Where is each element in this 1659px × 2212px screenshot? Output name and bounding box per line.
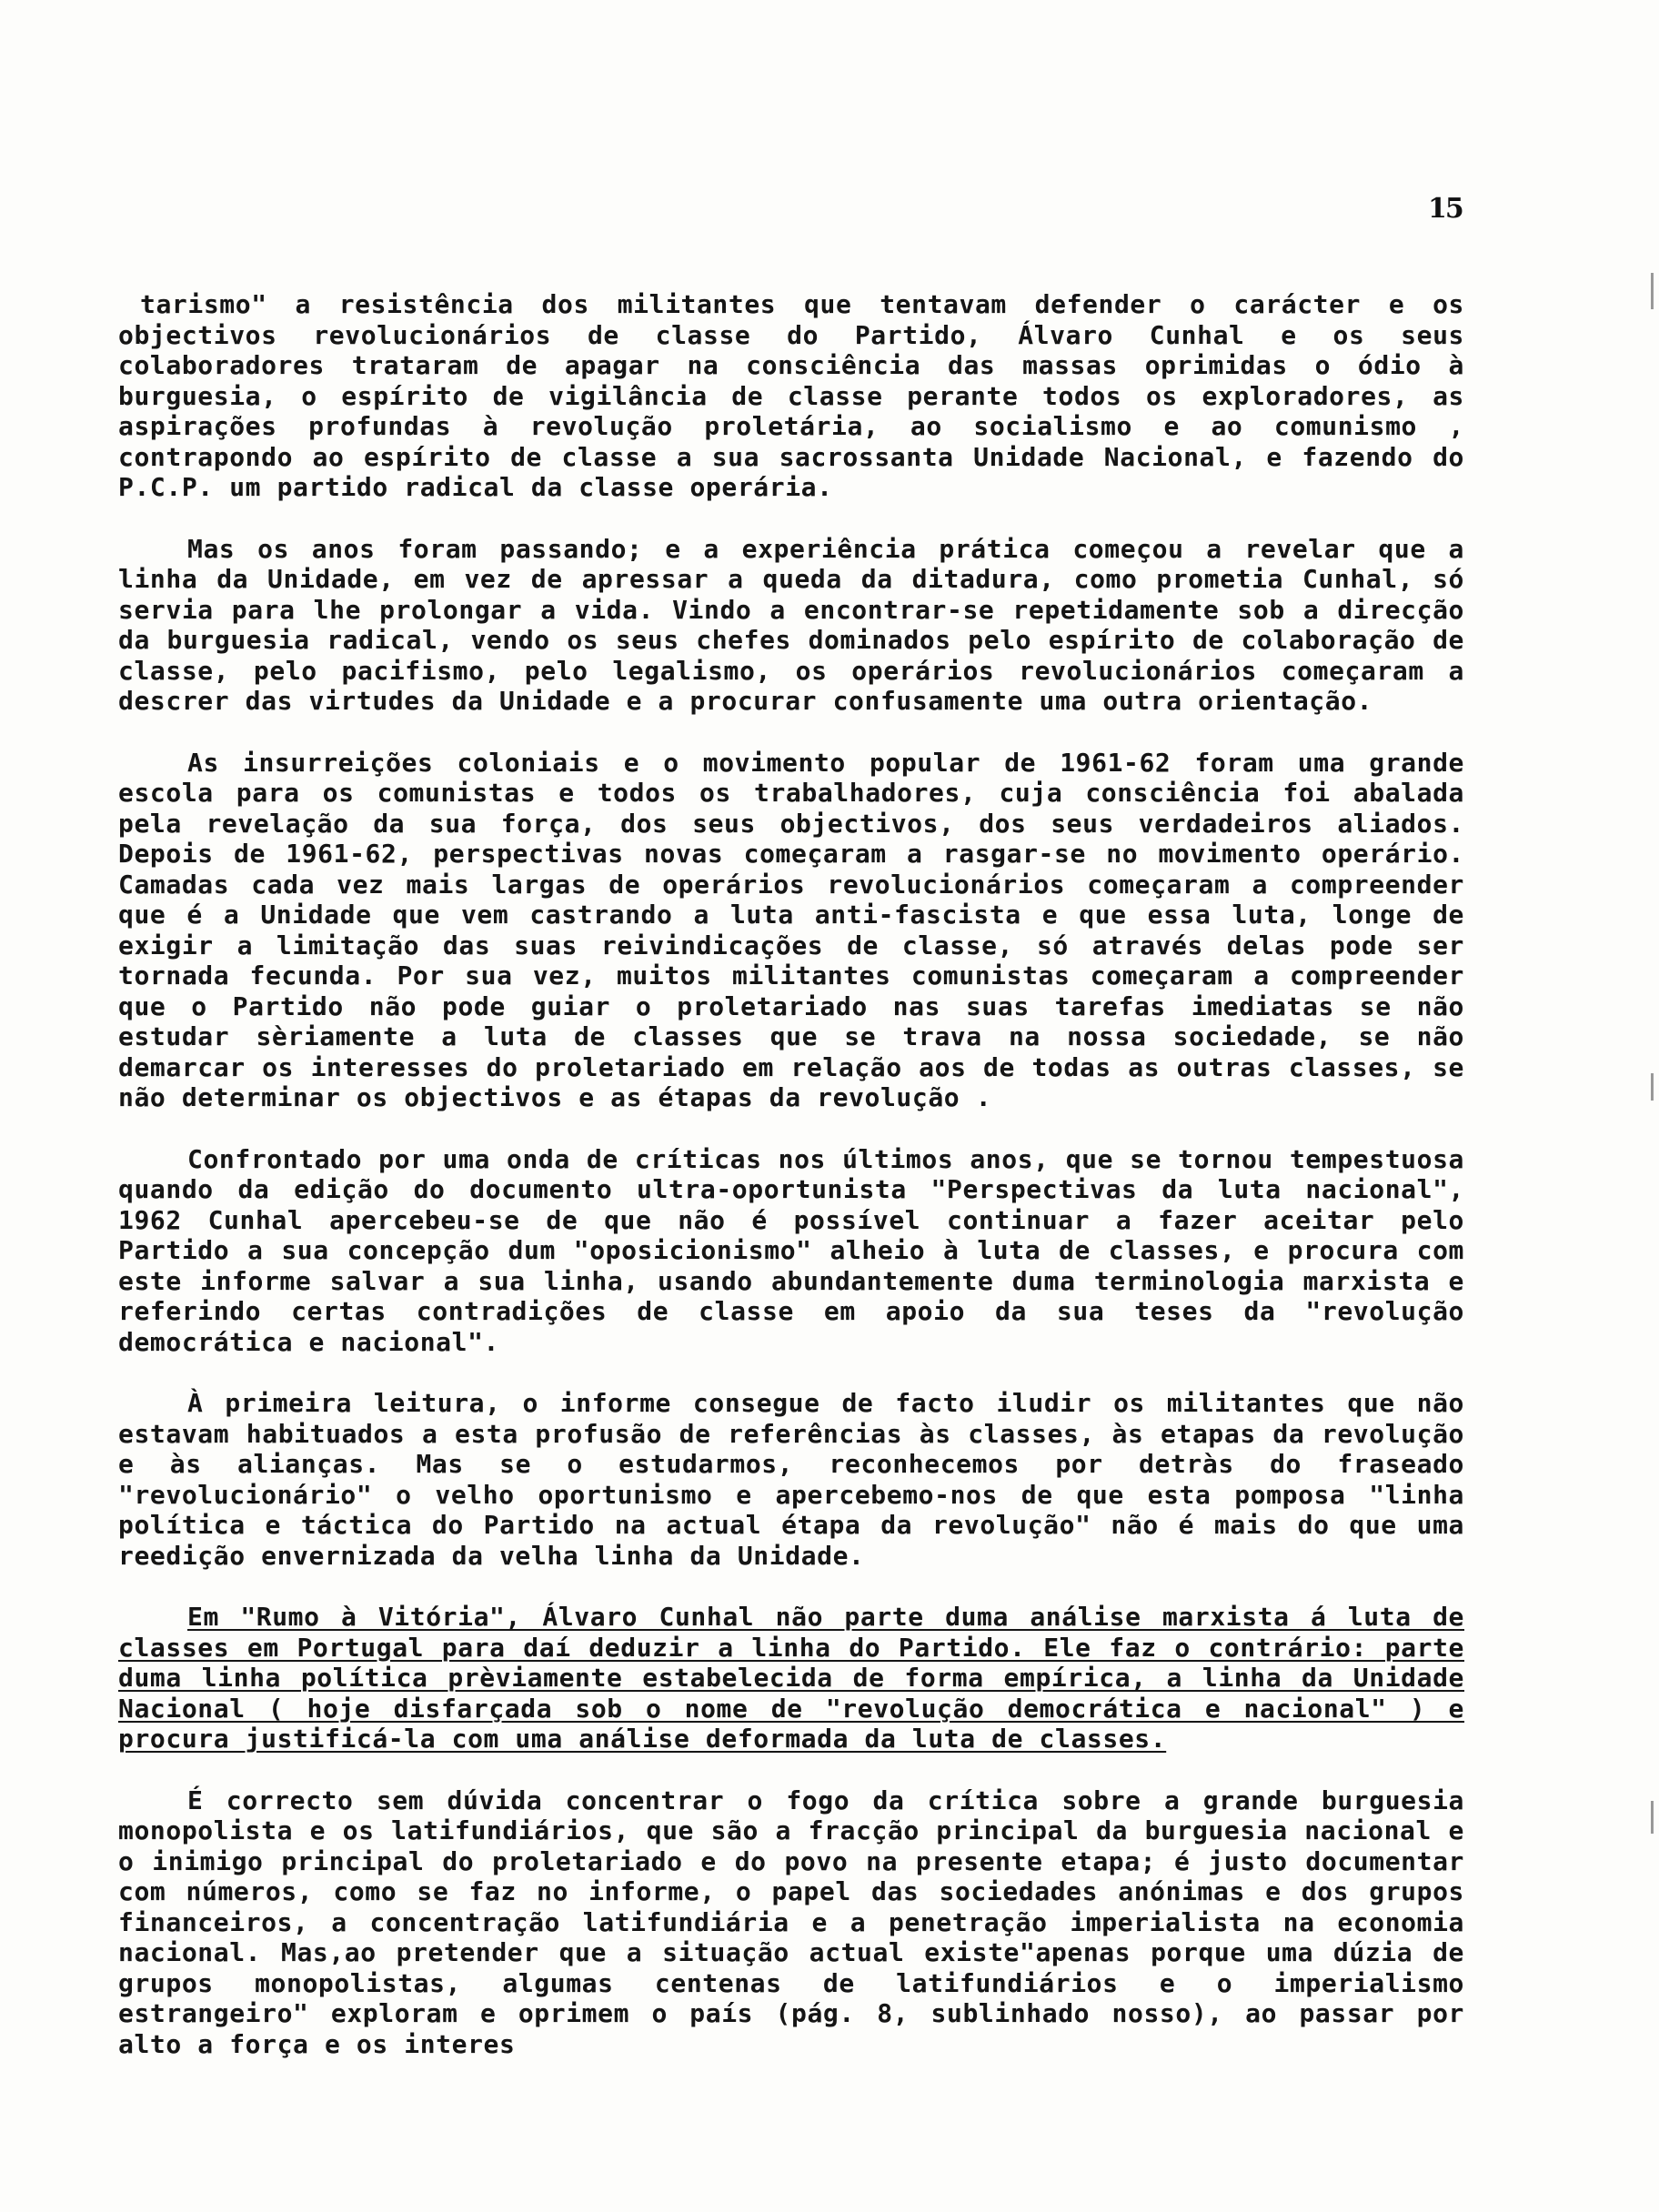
paragraph-1: tarismo" a resistência dos militantes que tentavam defender o carácter e os objectivos revolucionários de classe do Partido, Álvaro Cunhal e os seus colaboradores trataram de apagar na consciência das massas oprimidas o ódio à burguesia, o espírito de vigilância de classe perante todos os exploradores, as aspirações profundas à revolução proletária, ao socialismo e ao comunismo , contrapondo ao espírito de classe a sua sacrossanta Unidade Nacional, e fazendo do P.C.P. um partido radical da classe operária.: [118, 289, 1464, 502]
scan-edge-mark: [1651, 273, 1654, 309]
paragraph-2: Mas os anos foram passando; e a experiência prática começou a revelar que a linha da Unidade, em vez de apressar a queda da ditadura, como prometia Cunhal, só servia para lhe prolongar a vida. Vindo a encontrar-se repetidamente sob a direcção da burguesia radical, vendo os seus chefes dominados pelo espírito de colaboração de classe, pelo pacifismo, pelo legalismo, os operários revolucionários começaram a descrer das virtudes da Unidade e a procurar confusamente uma outra orientação.: [118, 533, 1464, 716]
paragraph-6-underlined: Em "Rumo à Vitória", Álvaro Cunhal não parte duma análise marxista á luta de classes em Portugal para daí deduzir a linha do Partido. Ele faz o contrário: parte duma linha política prèviamente estabelecida de forma empírica, a linha da Unidade Nacional ( hoje disfarçada sob o nome de "revolução democrática e nacional" ) e procura justificá-la com uma análise deformada da luta de classes.: [118, 1602, 1464, 1754]
paragraph-3: As insurreições coloniais e o movimento popular de 1961-62 foram uma grande escola para os comunistas e todos os trabalhadores, cuja consciência foi abalada pela revelação da sua força, dos seus objectivos, dos seus verdadeiros aliados. Depois de 1961-62, perspectivas novas começaram a rasgar-se no movimento operário. Camadas cada vez mais largas de operários revolucionários começaram a compreender que é a Unidade que vem castrando a luta anti-fascista e que essa luta, longe de exigir a limitação das suas reivindicações de classe, só através delas pode ser tornada fecunda. Por sua vez, muitos militantes comunistas começaram a compreender que o Partido não pode guiar o proletariado nas suas tarefas imediatas se não estudar sèriamente a luta de classes que se trava na nossa sociedade, se não demarcar os interesses do proletariado em relação aos de todas as outras classes, se não determinar os objectivos e as étapas da revolução .: [118, 747, 1464, 1112]
paragraph-5: À primeira leitura, o informe consegue de facto iludir os militantes que não estavam habituados a esta profusão de referências às classes, às etapas da revolução e às alianças. Mas se o estudarmos, reconhecemos por detràs do fraseado "revolucionário" o velho oportunismo e apercebemo-nos de que esta pomposa "linha política e táctica do Partido na actual étapa da revolução" não é mais do que uma reedição envernizada da velha linha da Unidade.: [118, 1388, 1464, 1571]
paragraph-7: É correcto sem dúvida concentrar o fogo da crítica sobre a grande burguesia monopolista e os latifundiários, que são a fracção principal da burguesia nacional e o inimigo principal do proletariado e do povo na presente etapa; é justo documentar com números, como se faz no informe, o papel das sociedades anónimas e dos grupos financeiros, a concentração latifundiária e a penetração imperialista na economia nacional. Mas,ao pretender que a situação actual existe"apenas porque uma dúzia de grupos monopolistas, algumas centenas de latifundiários e o imperialismo estrangeiro" exploram e oprimem o país (pág. 8, sublinhado nosso), ao passar por alto a força e os interes: [118, 1785, 1464, 2059]
body-text: [118, 289, 1464, 2090]
page-number: 15: [1428, 193, 1463, 225]
paragraph-4: Confrontado por uma onda de críticas nos últimos anos, que se tornou tempestuosa quando da edição do documento ultra-oportunista "Perspectivas da luta nacional", 1962 Cunhal apercebeu-se de que não é possível continuar a fazer aceitar pelo Partido a sua concepção dum "oposicionismo" alheio à luta de classes, e procura com este informe salvar a sua linha, usando abundantemente duma terminologia marxista e referindo certas contradições de classe em apoio da sua teses da "revolução democrática e nacional".: [118, 1143, 1464, 1357]
scan-edge-mark: [1651, 1073, 1654, 1101]
scan-edge-mark: [1651, 1801, 1654, 1834]
